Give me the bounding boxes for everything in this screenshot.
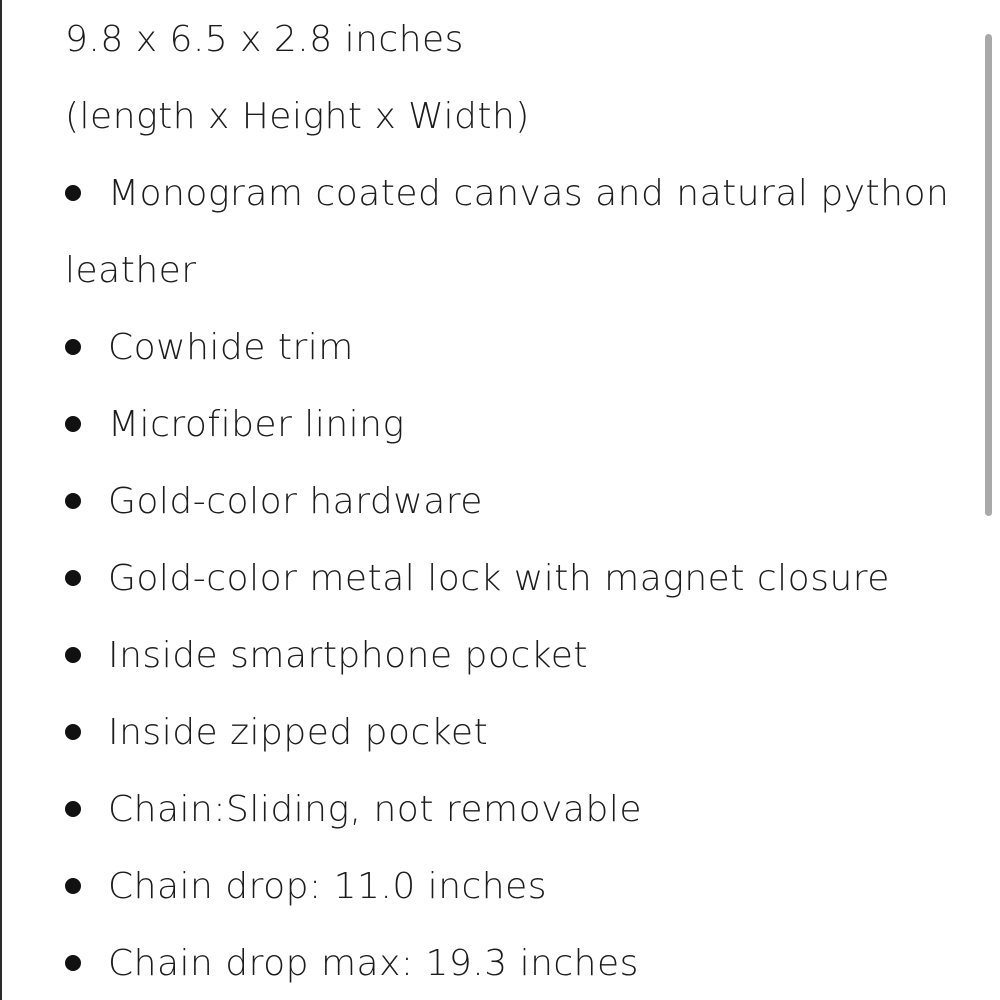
bullet-icon — [65, 955, 81, 971]
vertical-scrollbar[interactable] — [985, 34, 992, 516]
bullet-icon — [65, 647, 81, 663]
list-item-text: Inside smartphone pocket — [108, 635, 589, 676]
list-item-text: Chain:Sliding, not removable — [108, 789, 642, 830]
list-item-text: Chain drop: 11.0 inches — [108, 866, 548, 907]
bullet-icon — [65, 185, 81, 201]
bullet-icon — [65, 416, 81, 432]
list-item-text: Cowhide trim — [108, 327, 354, 368]
list-item-text: Chain drop max: 19.3 inches — [108, 943, 639, 984]
list-item-text: Inside zipped pocket — [108, 712, 489, 753]
dimensions-text: 9.8 x 6.5 x 2.8 inches — [65, 19, 464, 60]
list-item-text: Microfiber lining — [108, 404, 405, 445]
bullet-icon — [65, 878, 81, 894]
list-item-continuation: leather — [65, 250, 197, 291]
list-item-text: Monogram coated canvas and natural python — [108, 173, 950, 214]
bullet-icon — [65, 570, 81, 586]
list-item-text: Gold-color metal lock with magnet closure — [108, 558, 890, 599]
page-left-border — [0, 0, 2, 1000]
bullet-icon — [65, 724, 81, 740]
bullet-icon — [65, 493, 81, 509]
dimensions-note: (length x Height x Width) — [65, 96, 530, 137]
list-item-text: Gold-color hardware — [108, 481, 483, 522]
bullet-icon — [65, 801, 81, 817]
bullet-icon — [65, 339, 81, 355]
